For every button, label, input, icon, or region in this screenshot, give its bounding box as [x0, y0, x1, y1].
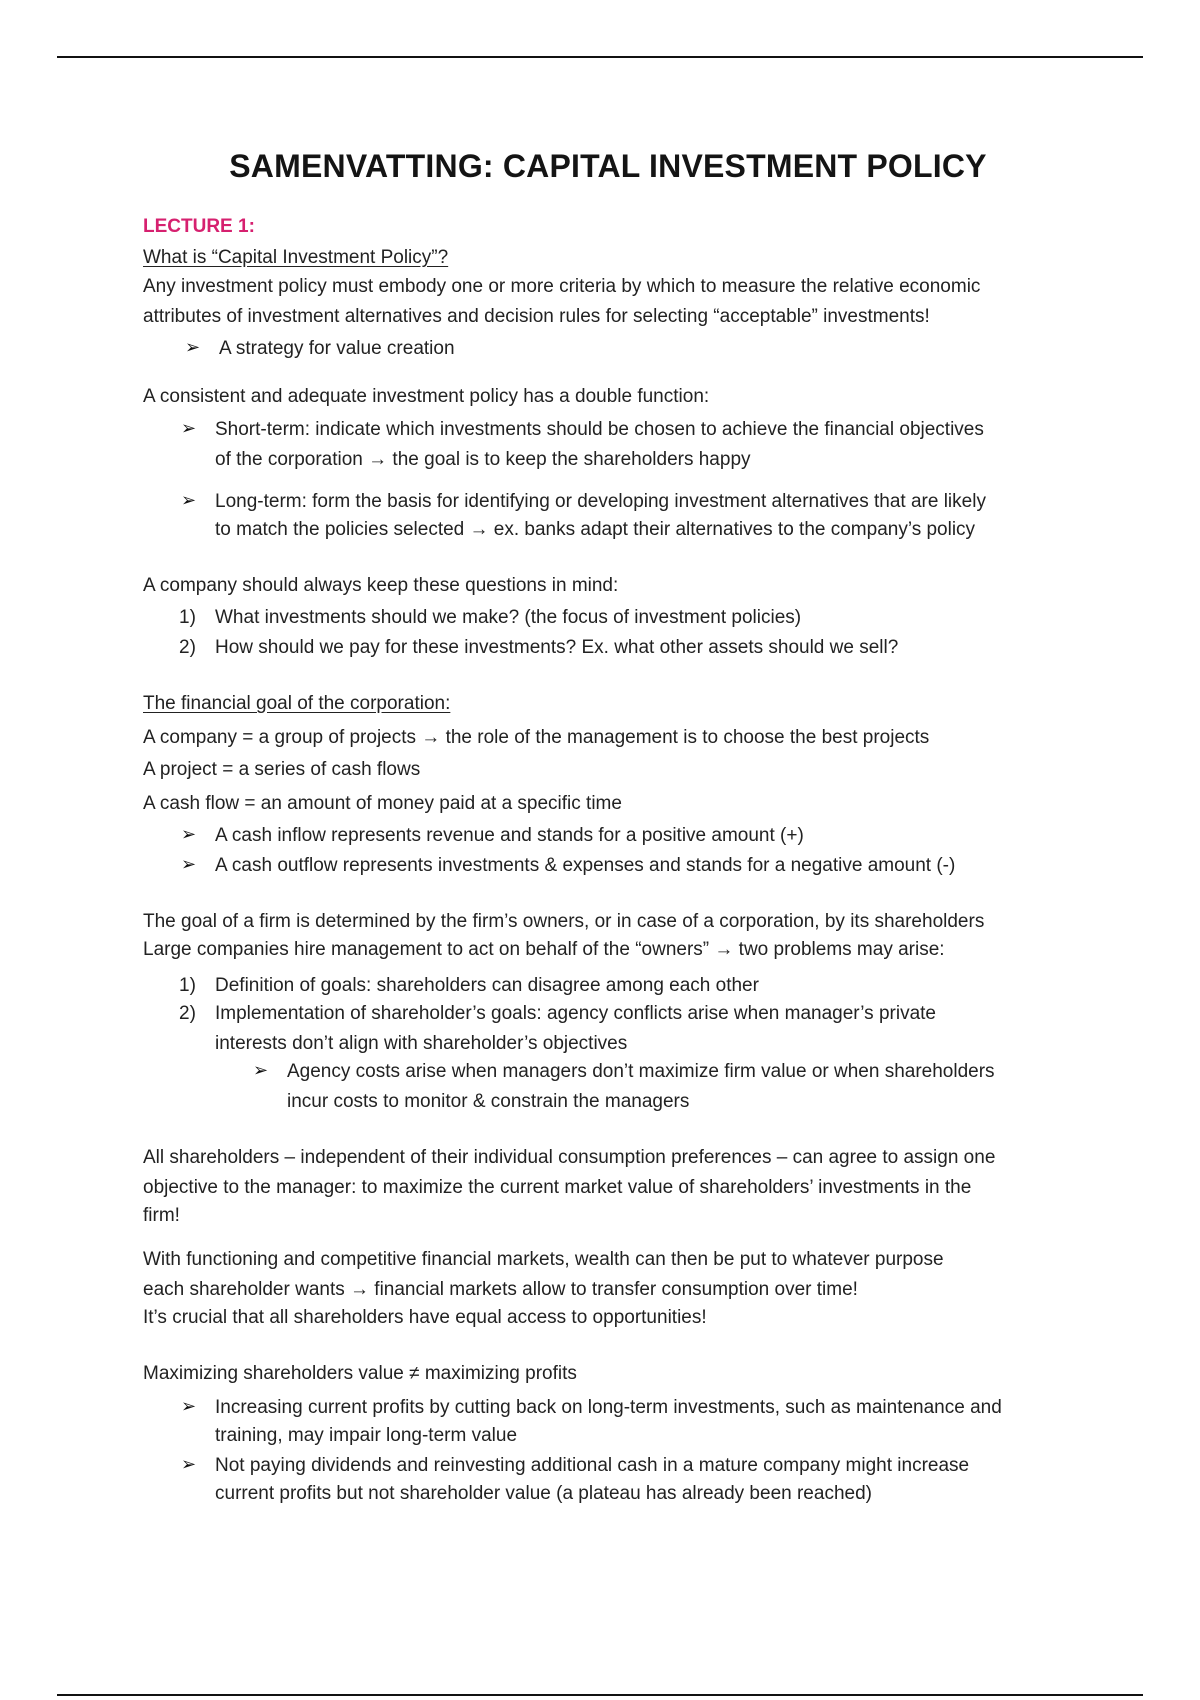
- arrow-bullet-icon: ➢: [181, 1454, 197, 1474]
- bullet-text: incur costs to monitor & constrain the managers: [287, 1091, 690, 1112]
- arrow-bullet-icon: ➢: [181, 418, 197, 438]
- bullet-text: to match the policies selected → ex. banks adapt their alternatives to the company’s policy: [215, 519, 976, 540]
- bullet-text: current profits but not shareholder value (a plateau has already been reached): [215, 1483, 872, 1504]
- paragraph-line: firm!: [143, 1205, 180, 1226]
- bullet-text: Increasing current profits by cutting back on long-term investments, such as maintenance and: [215, 1397, 1002, 1418]
- bottom-rule: [57, 1694, 1143, 1696]
- bullet-text: training, may impair long-term value: [215, 1425, 518, 1446]
- arrow-bullet-icon: ➢: [181, 1396, 197, 1416]
- list-number: 1): [179, 607, 196, 628]
- bullet-text: Not paying dividends and reinvesting additional cash in a mature company might increase: [215, 1455, 970, 1476]
- top-rule: [57, 56, 1143, 58]
- bullet-text: A cash inflow represents revenue and stands for a positive amount (+): [215, 825, 804, 846]
- section-heading: What is “Capital Investment Policy”?: [143, 247, 449, 268]
- paragraph-line: Large companies hire management to act on behalf of the “owners” → two problems may arise:: [143, 939, 945, 960]
- list-item: How should we pay for these investments? Ex. what other assets should we sell?: [215, 637, 899, 658]
- paragraph-line: It’s crucial that all shareholders have equal access to opportunities!: [143, 1307, 707, 1328]
- list-item: What investments should we make? (the focus of investment policies): [215, 607, 802, 628]
- list-item: interests don’t align with shareholder’s objectives: [215, 1033, 628, 1054]
- bullet-text: Agency costs arise when managers don’t maximize firm value or when shareholders: [287, 1061, 995, 1082]
- page-title: SAMENVATTING: CAPITAL INVESTMENT POLICY: [229, 148, 987, 184]
- paragraph-line: Any investment policy must embody one or more criteria by which to measure the relative economic: [143, 276, 981, 297]
- paragraph-line: Maximizing shareholders value ≠ maximizing profits: [143, 1363, 577, 1384]
- paragraph-line: A company = a group of projects → the role of the management is to choose the best projects: [143, 727, 930, 748]
- bullet-text: Short-term: indicate which investments should be chosen to achieve the financial objectives: [215, 419, 984, 440]
- arrow-bullet-icon: ➢: [181, 490, 197, 510]
- list-number: 1): [179, 975, 196, 996]
- list-number: 2): [179, 1003, 196, 1024]
- lecture-label: LECTURE 1:: [143, 216, 255, 237]
- bullet-text: Long-term: form the basis for identifying or developing investment alternatives that are likely: [215, 491, 986, 512]
- list-number: 2): [179, 637, 196, 658]
- arrow-bullet-icon: ➢: [185, 337, 201, 357]
- paragraph-line: objective to the manager: to maximize the current market value of shareholders’ investments in the: [143, 1177, 972, 1198]
- paragraph-line: A consistent and adequate investment policy has a double function:: [143, 386, 710, 407]
- arrow-bullet-icon: ➢: [181, 824, 197, 844]
- arrow-bullet-icon: ➢: [181, 854, 197, 874]
- bullet-text: of the corporation → the goal is to keep the shareholders happy: [215, 449, 751, 470]
- list-item: Implementation of shareholder’s goals: agency conflicts arise when manager’s private: [215, 1003, 936, 1024]
- paragraph-line: All shareholders – independent of their individual consumption preferences – can agree to assign one: [143, 1147, 996, 1168]
- arrow-bullet-icon: ➢: [253, 1060, 269, 1080]
- paragraph-line: With functioning and competitive financial markets, wealth can then be put to whatever purpose: [143, 1249, 944, 1270]
- paragraph-line: attributes of investment alternatives and decision rules for selecting “acceptable” investments!: [143, 306, 930, 327]
- paragraph-line: A company should always keep these questions in mind:: [143, 575, 619, 596]
- paragraph-line: A cash flow = an amount of money paid at a specific time: [143, 793, 622, 814]
- list-item: Definition of goals: shareholders can disagree among each other: [215, 975, 759, 996]
- paragraph-line: A project = a series of cash flows: [143, 759, 421, 780]
- paragraph-line: The goal of a firm is determined by the firm’s owners, or in case of a corporation, by its shareholders: [143, 911, 985, 932]
- section-heading: The financial goal of the corporation:: [143, 693, 451, 714]
- bullet-text: A cash outflow represents investments & expenses and stands for a negative amount (-): [215, 855, 956, 876]
- paragraph-line: each shareholder wants → financial markets allow to transfer consumption over time!: [143, 1279, 858, 1300]
- bullet-text: A strategy for value creation: [219, 338, 455, 359]
